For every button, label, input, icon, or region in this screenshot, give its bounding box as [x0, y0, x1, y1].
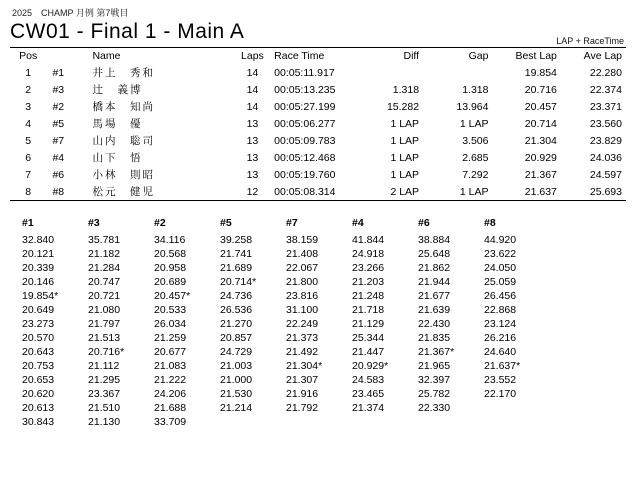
lap-time-cell: 23.367 [88, 388, 121, 400]
result-gap: 1 LAP [459, 185, 489, 198]
lap-time-cell: 20.929* [352, 360, 389, 372]
result-bestlap: 20.716 [524, 83, 557, 96]
result-avelap: 24.597 [589, 168, 622, 181]
lap-column-header-car3: #3 [88, 217, 100, 229]
lap-row [22, 317, 550, 331]
lap-time-cell: 21.639 [418, 304, 451, 316]
lap-time-cell: 21.689 [220, 262, 253, 274]
lap-time-cell: 24.583 [352, 374, 385, 386]
lap-time-cell: 20.689 [154, 276, 187, 288]
title-row [10, 20, 626, 46]
lap-row [22, 247, 550, 261]
results-bottom-divider [10, 200, 626, 201]
lap-time-cell: 21.513 [88, 332, 121, 344]
result-bestlap: 20.929 [524, 151, 557, 164]
lap-time-cell: 21.000 [220, 374, 253, 386]
lap-time-cell: 23.622 [484, 248, 517, 260]
lap-time-cell: 21.862 [418, 262, 451, 274]
lap-time-cell: 32.840 [22, 234, 55, 246]
lap-time-cell: 21.374 [352, 402, 385, 414]
result-drivername: 山内 聡司 [92, 135, 155, 147]
result-drivername: 辻 義博 [92, 84, 143, 96]
lap-row [22, 233, 550, 247]
lap-time-cell: 20.643 [22, 346, 55, 358]
result-bestlap: 19.854 [524, 66, 557, 79]
result-position: 4 [25, 117, 32, 130]
result-diff: 1 LAP [390, 117, 420, 130]
lap-time-cell: 20.753 [22, 360, 55, 372]
column-header-pos: Pos [19, 50, 38, 62]
lap-time-cell [418, 415, 484, 429]
table-row [10, 98, 626, 115]
result-carnumber: #7 [52, 134, 65, 147]
lap-time-cell: 20.457* [154, 290, 191, 302]
column-header-bestlap: Best Lap [515, 50, 557, 62]
lap-time-cell: 23.124 [484, 318, 517, 330]
lap-time-cell: 20.568 [154, 248, 187, 260]
lap-time-cell: 22.330 [418, 402, 451, 414]
result-racetime: 00:05:11.917 [274, 66, 335, 79]
result-gap: 13.964 [456, 100, 489, 113]
table-row [10, 183, 626, 200]
lap-time-cell: 21.792 [286, 402, 319, 414]
report-type-label: LAP + RaceTime [556, 36, 624, 46]
lap-time-cell [352, 415, 418, 429]
lap-time-cell: 20.714* [220, 276, 257, 288]
column-header-name: Name [92, 50, 121, 62]
result-bestlap: 20.714 [524, 117, 557, 130]
result-bestlap: 21.367 [524, 168, 557, 181]
result-diff: 2 LAP [390, 185, 420, 198]
lap-time-cell: 26.034 [154, 318, 187, 330]
page-title: CW01 - Final 1 - Main A [10, 20, 245, 43]
lap-time-cell: 21.222 [154, 374, 187, 386]
result-carnumber: #3 [52, 83, 65, 96]
lap-time-cell: 39.258 [220, 234, 253, 246]
lap-time-cell: 21.130 [88, 416, 121, 428]
result-position: 8 [25, 185, 32, 198]
lap-column-header-car7: #7 [286, 217, 298, 229]
result-gap: 2.685 [462, 151, 489, 164]
lap-time-cell [220, 415, 286, 429]
lap-time-cell: 21.248 [352, 290, 385, 302]
lap-time-cell: 21.373 [286, 332, 319, 344]
table-row [10, 132, 626, 149]
lap-time-cell: 20.677 [154, 346, 187, 358]
lap-time-cell: 20.339 [22, 262, 55, 274]
column-header-avelap: Ave Lap [583, 50, 622, 62]
result-racetime: 00:05:08.314 [274, 185, 336, 198]
result-drivername: 山下 悟 [92, 152, 143, 164]
event-title: 2025 CHAMP 月例 第7戦目 [12, 8, 129, 18]
column-header-racetime: Race Time [274, 50, 325, 62]
lap-row [22, 373, 550, 387]
result-gap: 7.292 [462, 168, 489, 181]
lap-time-cell: 20.613 [22, 402, 55, 414]
result-drivername: 井上 秀和 [92, 67, 155, 79]
result-racetime: 00:05:19.760 [274, 168, 336, 181]
lap-time-cell: 21.944 [418, 276, 451, 288]
result-laps: 12 [246, 185, 259, 198]
result-avelap: 22.280 [589, 66, 622, 79]
lap-row [22, 345, 550, 359]
lap-time-cell: 21.284 [88, 262, 121, 274]
result-laps: 13 [246, 151, 259, 164]
result-carnumber: #4 [52, 151, 65, 164]
lap-time-cell: 21.367* [418, 346, 455, 358]
result-avelap: 23.560 [589, 117, 622, 130]
lap-time-cell: 21.129 [352, 318, 385, 330]
table-row [10, 64, 626, 81]
lap-time-cell: 21.741 [220, 248, 253, 260]
result-position: 7 [25, 168, 32, 181]
lap-time-cell: 24.206 [154, 388, 187, 400]
result-carnumber: #6 [52, 168, 65, 181]
result-racetime: 00:05:06.277 [274, 117, 336, 130]
lap-time-cell: 44.920 [484, 234, 517, 246]
lap-time-cell: 21.182 [88, 248, 121, 260]
lap-time-cell: 21.304* [286, 360, 323, 372]
lap-column-header-car4: #4 [352, 217, 364, 229]
result-laps: 13 [246, 117, 259, 130]
result-bestlap: 20.457 [524, 100, 557, 113]
lap-time-cell: 23.266 [352, 262, 385, 274]
result-diff: 1 LAP [390, 168, 420, 181]
lap-time-cell: 21.492 [286, 346, 319, 358]
result-avelap: 22.374 [589, 83, 622, 96]
column-header-gap: Gap [468, 50, 489, 62]
lap-time-cell: 20.716* [88, 346, 125, 358]
lap-row [22, 401, 550, 415]
lap-time-cell: 21.295 [88, 374, 121, 386]
lap-row [22, 415, 550, 429]
result-drivername: 松元 健児 [92, 186, 155, 198]
result-laps: 14 [246, 100, 259, 113]
lap-row [22, 289, 550, 303]
result-drivername: 馬場 優 [92, 118, 143, 130]
lap-time-cell: 21.835 [418, 332, 451, 344]
table-row [10, 115, 626, 132]
lap-time-cell: 22.170 [484, 388, 517, 400]
lap-time-cell: 21.214 [220, 402, 253, 414]
lap-time-cell: 20.653 [22, 374, 55, 386]
lap-time-cell: 21.270 [220, 318, 253, 330]
lap-time-cell: 41.844 [352, 234, 385, 246]
lap-time-cell: 24.050 [484, 262, 517, 274]
lap-time-cell: 24.729 [220, 346, 253, 358]
lap-time-cell: 25.782 [418, 388, 451, 400]
lap-time-cell: 23.273 [22, 318, 55, 330]
lap-times-header-row [22, 217, 550, 233]
result-gap: 1 LAP [459, 117, 489, 130]
lap-time-cell: 21.112 [88, 360, 120, 372]
result-carnumber: #5 [52, 117, 65, 130]
column-header-diff: Diff [403, 50, 420, 62]
lap-time-cell: 20.857 [220, 332, 253, 344]
lap-time-cell: 22.868 [484, 304, 517, 316]
lap-time-cell: 21.916 [286, 388, 319, 400]
lap-time-cell: 24.736 [220, 290, 253, 302]
lap-row [22, 359, 550, 373]
lap-row [22, 331, 550, 345]
lap-time-cell: 21.677 [418, 290, 451, 302]
lap-time-cell: 26.456 [484, 290, 517, 302]
result-racetime: 00:05:12.468 [274, 151, 336, 164]
result-carnumber: #8 [52, 185, 65, 198]
lap-time-cell: 23.552 [484, 374, 517, 386]
lap-time-cell: 35.781 [88, 234, 121, 246]
result-diff [358, 64, 427, 81]
result-laps: 13 [246, 168, 259, 181]
lap-time-cell: 20.533 [154, 304, 187, 316]
lap-time-cell: 26.536 [220, 304, 253, 316]
lap-time-cell: 20.721 [88, 290, 121, 302]
lap-times-section [10, 217, 626, 429]
lap-time-cell: 21.447 [352, 346, 385, 358]
result-diff: 1 LAP [390, 134, 420, 147]
lap-column-header-car5: #5 [220, 217, 232, 229]
lap-time-cell: 21.003 [220, 360, 253, 372]
lap-time-cell: 21.965 [418, 360, 451, 372]
lap-time-cell: 21.688 [154, 402, 187, 414]
result-laps: 13 [246, 134, 259, 147]
lap-time-cell: 24.918 [352, 248, 385, 260]
lap-time-cell [484, 401, 550, 415]
result-avelap: 23.829 [589, 134, 622, 147]
result-carnumber: #1 [52, 66, 65, 79]
lap-row [22, 303, 550, 317]
result-position: 1 [25, 66, 32, 79]
lap-time-cell: 20.620 [22, 388, 55, 400]
lap-time-cell: 21.408 [286, 248, 319, 260]
lap-column-header-car1: #1 [22, 217, 34, 229]
result-laps: 14 [246, 66, 259, 79]
lap-times-table [22, 217, 550, 429]
lap-time-cell: 31.100 [286, 304, 319, 316]
result-racetime: 00:05:27.199 [274, 100, 336, 113]
lap-column-header-car2: #2 [154, 217, 166, 229]
result-avelap: 25.693 [589, 185, 622, 198]
result-carnumber: #2 [52, 100, 65, 113]
title-divider [10, 47, 626, 48]
result-bestlap: 21.304 [524, 134, 557, 147]
lap-time-cell: 21.259 [154, 332, 187, 344]
result-drivername: 小林 則昭 [92, 169, 155, 181]
lap-row [22, 275, 550, 289]
lap-time-cell: 21.080 [88, 304, 121, 316]
lap-time-cell: 21.800 [286, 276, 319, 288]
lap-time-cell: 21.718 [352, 304, 385, 316]
lap-time-cell: 30.843 [22, 416, 55, 428]
lap-time-cell: 23.816 [286, 290, 319, 302]
result-gap: 3.506 [462, 134, 489, 147]
lap-time-cell: 20.146 [22, 276, 55, 288]
result-racetime: 00:05:09.783 [274, 134, 336, 147]
lap-time-cell: 26.216 [484, 332, 517, 344]
result-position: 3 [25, 100, 32, 113]
lap-row [22, 261, 550, 275]
result-drivername: 橋本 知尚 [92, 101, 155, 113]
lap-time-cell: 22.430 [418, 318, 451, 330]
result-racetime: 00:05:13.235 [274, 83, 336, 96]
result-position: 2 [25, 83, 32, 96]
result-gap [427, 64, 496, 81]
results-table [10, 50, 626, 200]
lap-time-cell: 24.640 [484, 346, 517, 358]
table-row [10, 166, 626, 183]
lap-time-cell: 38.884 [418, 234, 451, 246]
lap-time-cell: 22.249 [286, 318, 319, 330]
lap-time-cell: 20.121 [22, 248, 55, 260]
result-diff: 15.282 [386, 100, 420, 113]
lap-time-cell: 22.067 [286, 262, 319, 274]
lap-time-cell: 20.570 [22, 332, 55, 344]
lap-time-cell: 20.649 [22, 304, 55, 316]
lap-column-header-car6: #6 [418, 217, 430, 229]
result-diff: 1 LAP [390, 151, 420, 164]
result-bestlap: 21.637 [524, 185, 557, 198]
lap-time-cell [484, 415, 550, 429]
lap-time-cell: 32.397 [418, 374, 451, 386]
lap-time-cell: 34.116 [154, 234, 186, 246]
lap-time-cell: 23.465 [352, 388, 385, 400]
lap-time-cell: 38.159 [286, 234, 319, 246]
result-gap: 1.318 [462, 83, 489, 96]
lap-time-cell: 21.510 [88, 402, 121, 414]
result-position: 5 [25, 134, 32, 147]
table-row [10, 81, 626, 98]
lap-time-cell: 25.648 [418, 248, 451, 260]
result-diff: 1.318 [392, 83, 420, 96]
result-position: 6 [25, 151, 32, 164]
lap-time-cell: 21.083 [154, 360, 187, 372]
lap-time-cell: 21.637* [484, 360, 521, 372]
lap-time-cell: 21.203 [352, 276, 385, 288]
result-avelap: 24.036 [589, 151, 622, 164]
result-avelap: 23.371 [589, 100, 622, 113]
lap-time-cell: 25.344 [352, 332, 385, 344]
lap-column-header-car8: #8 [484, 217, 496, 229]
result-laps: 14 [246, 83, 259, 96]
column-header-carnumber [46, 50, 84, 64]
lap-row [22, 387, 550, 401]
column-header-laps: Laps [241, 50, 264, 62]
lap-time-cell: 20.747 [88, 276, 121, 288]
lap-time-cell: 20.958 [154, 262, 187, 274]
lap-time-cell: 33.709 [154, 416, 187, 428]
table-row [10, 149, 626, 166]
lap-time-cell [286, 415, 352, 429]
lap-time-cell: 21.530 [220, 388, 253, 400]
results-header-row [10, 50, 626, 64]
lap-time-cell: 21.797 [88, 318, 121, 330]
lap-time-cell: 21.307 [286, 374, 319, 386]
lap-time-cell: 25.059 [484, 276, 517, 288]
lap-time-cell: 19.854* [22, 290, 59, 302]
